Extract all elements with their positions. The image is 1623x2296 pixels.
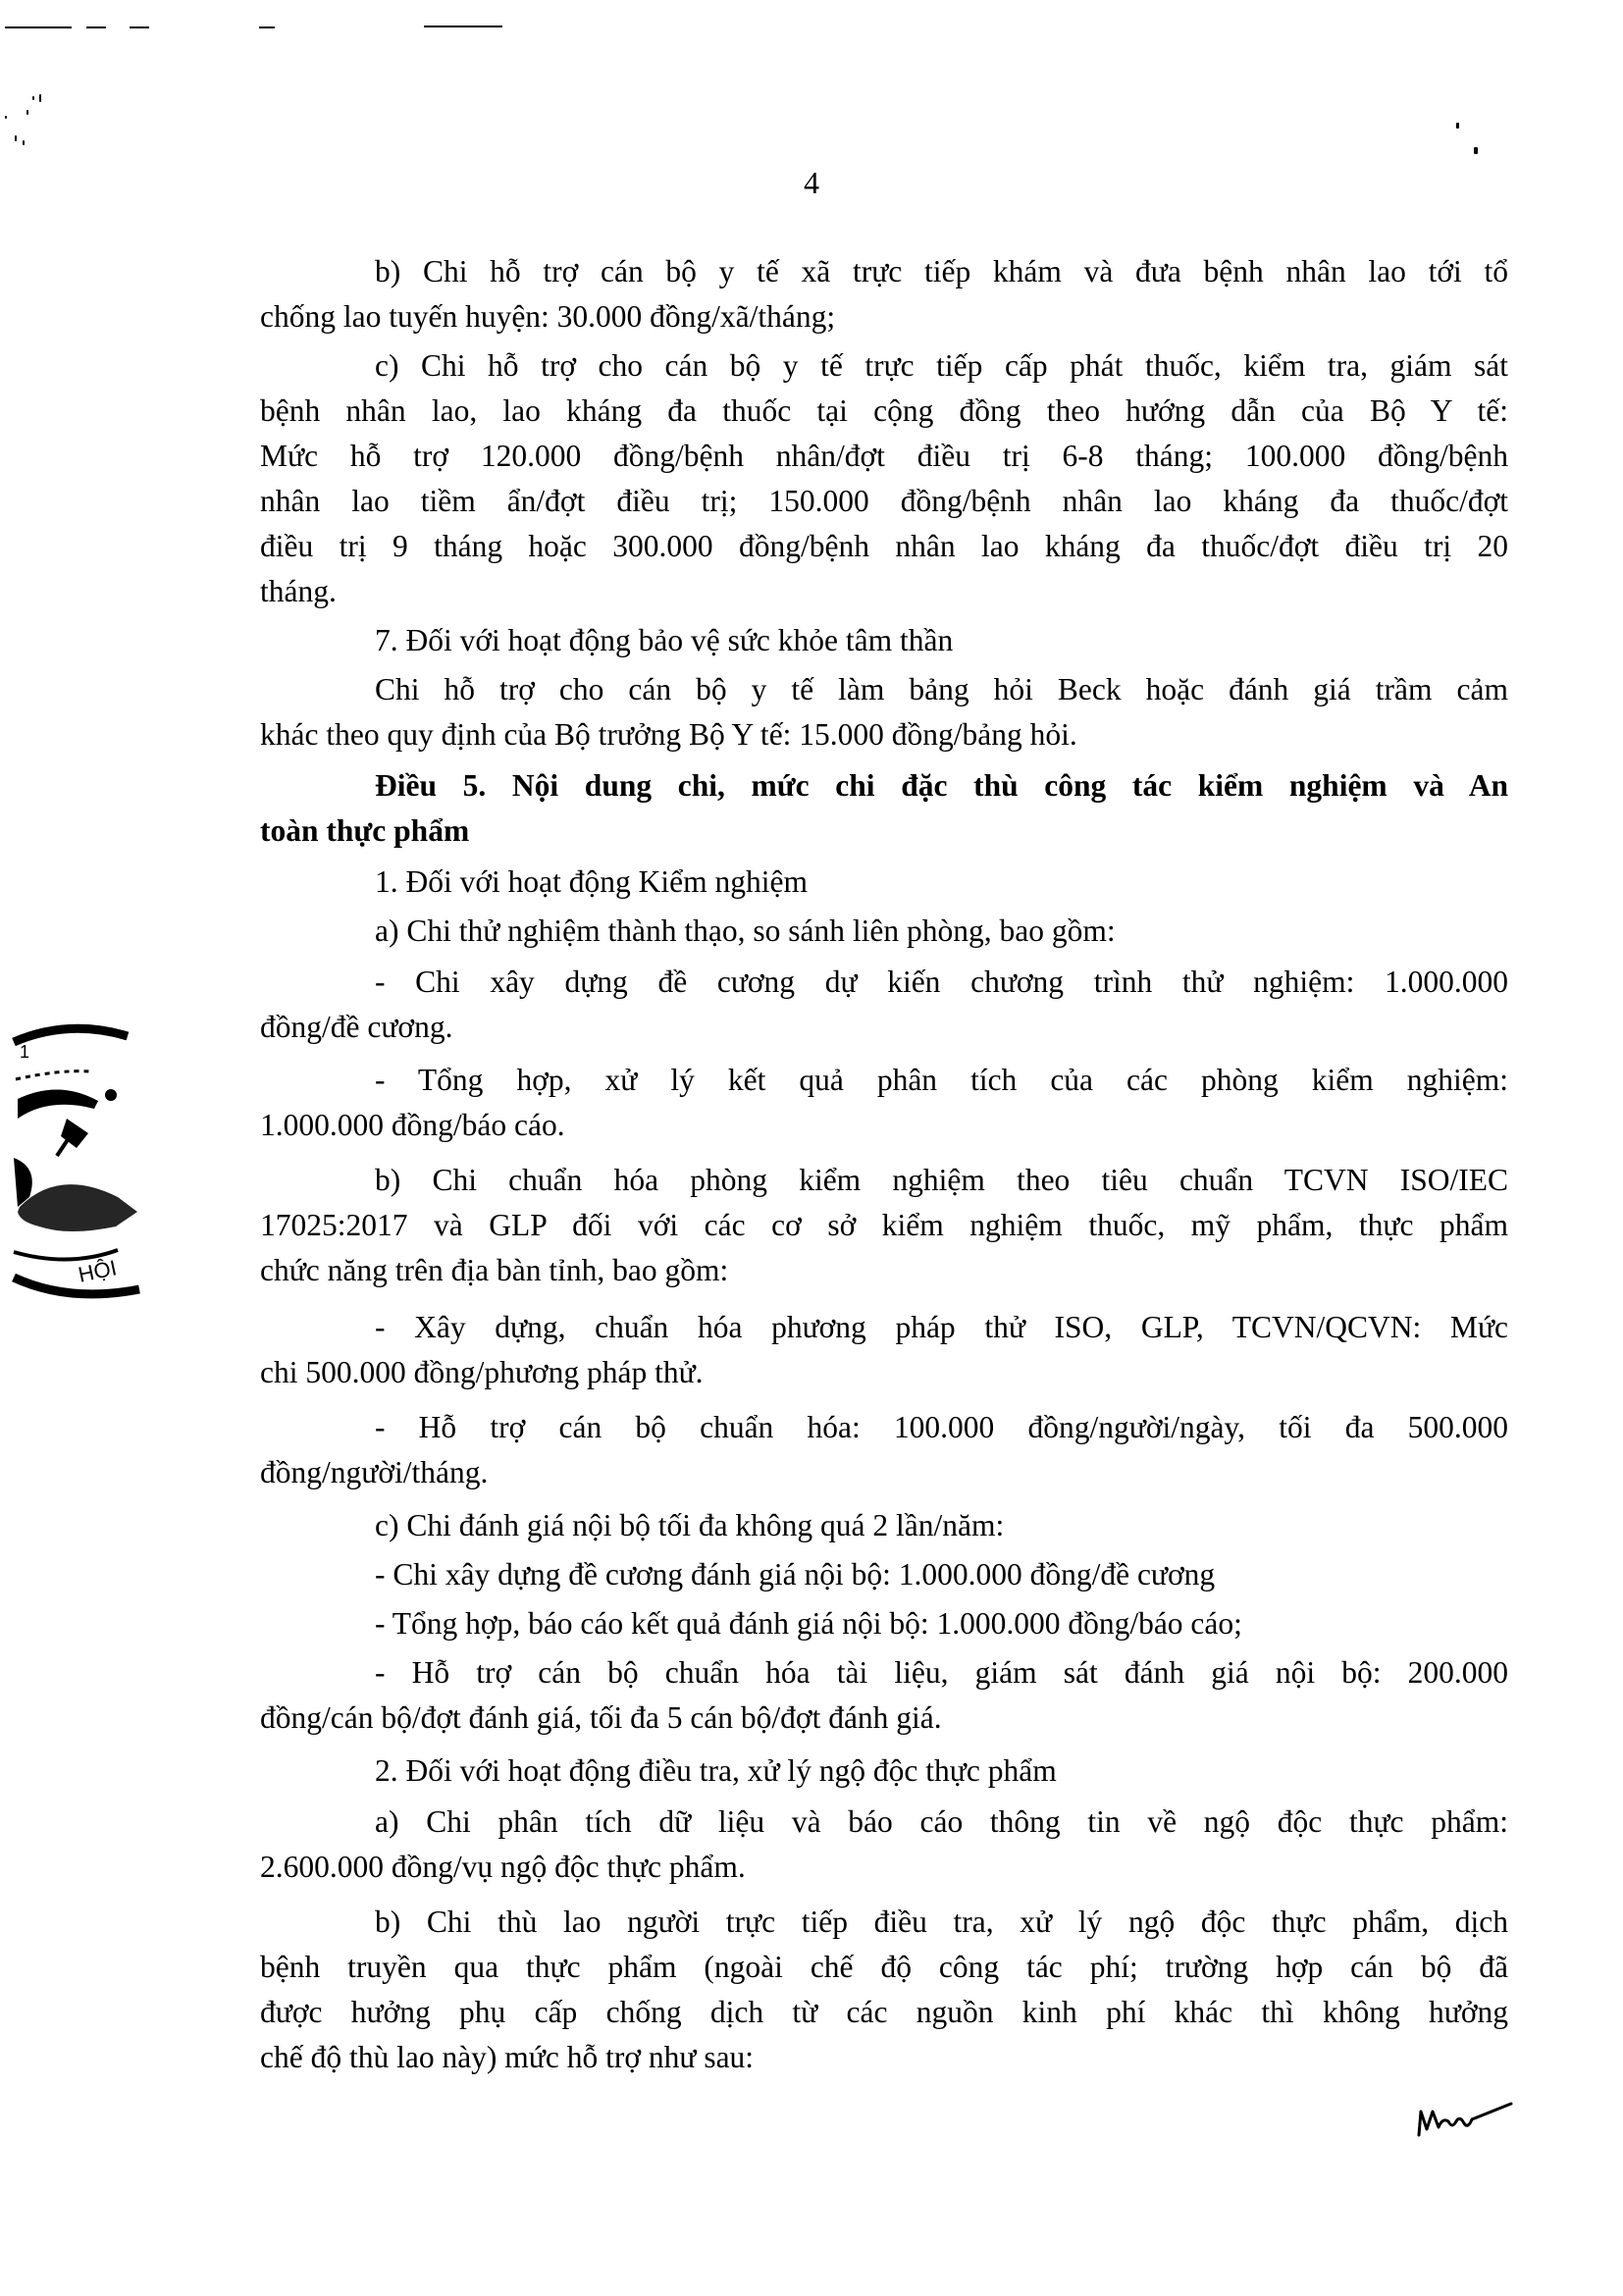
list-item: đồng/người/tháng. (260, 1455, 489, 1489)
list-item: - Xây dựng, chuẩn hóa phương pháp thử ISO, GLP, TCVN/QCVN: Mức (375, 1310, 1508, 1344)
list-item: - Hỗ trợ cán bộ chuẩn hóa: 100.000 đồng/người/ngày, tối đa 500.000 (375, 1410, 1508, 1444)
scan-speck (5, 116, 7, 119)
article-title: Điều 5. Nội dung chi, mức chi đặc thù công tác kiểm nghiệm và An (375, 768, 1508, 803)
article-title: toàn thực phẩm (260, 813, 470, 848)
signature-initials (1413, 2100, 1521, 2139)
paragraph-line: khác theo quy định của Bộ trưởng Bộ Y tế: 15.000 đồng/bảng hỏi. (260, 717, 1077, 752)
list-item: - Chi xây dựng đề cương dự kiến chương trình thử nghiệm: 1.000.000 (375, 965, 1508, 999)
paragraph-line: chống lao tuyến huyện: 30.000 đồng/xã/tháng; (260, 299, 836, 334)
section-heading: 1. Đối với hoạt động Kiểm nghiệm (375, 864, 808, 899)
paragraph-line: bệnh truyền qua thực phẩm (ngoài chế độ công tác phí; trường hợp cán bộ đã (260, 1950, 1508, 1984)
scan-speck (1474, 147, 1478, 154)
section-heading: 2. Đối với hoạt động điều tra, xử lý ngộ độc thực phẩm (375, 1753, 1057, 1788)
page-number: 4 (804, 165, 819, 200)
seal-stamp (0, 1011, 147, 1305)
paragraph-line: a) Chi thử nghiệm thành thạo, so sánh liên phòng, bao gồm: (375, 913, 1116, 948)
paragraph-line: b) Chi chuẩn hóa phòng kiểm nghiệm theo tiêu chuẩn TCVN ISO/IEC (375, 1163, 1508, 1197)
stamp-text: HỘI (76, 1255, 119, 1287)
paragraph-line: điều trị 9 tháng hoặc 300.000 đồng/bệnh nhân lao kháng đa thuốc/đợt điều trị 20 (260, 529, 1508, 563)
scan-artifact-rule (424, 26, 502, 27)
list-item: - Tổng hợp, xử lý kết quả phân tích của các phòng kiểm nghiệm: (375, 1063, 1508, 1097)
list-item: - Hỗ trợ cán bộ chuẩn hóa tài liệu, giám sát đánh giá nội bộ: 200.000 (375, 1655, 1508, 1690)
scan-artifact-rule (37, 26, 70, 28)
list-item: chi 500.000 đồng/phương pháp thử. (260, 1355, 704, 1389)
list-item: - Chi xây dựng đề cương đánh giá nội bộ: 1.000.000 đồng/đề cương (375, 1557, 1216, 1592)
list-item: đồng/đề cương. (260, 1010, 453, 1044)
scan-artifact-rule (130, 26, 149, 28)
scan-speck (1456, 123, 1459, 129)
paragraph-line: b) Chi hỗ trợ cán bộ y tế xã trực tiếp khám và đưa bệnh nhân lao tới tổ (375, 254, 1508, 288)
svg-text:1: 1 (20, 1042, 30, 1062)
paragraph-line: Mức hỗ trợ 120.000 đồng/bệnh nhân/đợt điều trị 6-8 tháng; 100.000 đồng/bệnh (260, 439, 1508, 473)
paragraph-line: chế độ thù lao này) mức hỗ trợ như sau: (260, 2040, 755, 2074)
scan-speck (39, 94, 41, 102)
paragraph-line: b) Chi thù lao người trực tiếp điều tra, xử lý ngộ độc thực phẩm, dịch (375, 1905, 1508, 1939)
scan-speck (26, 110, 28, 115)
paragraph-line: tháng. (260, 574, 337, 608)
list-item: 1.000.000 đồng/báo cáo. (260, 1108, 565, 1142)
paragraph-line: Chi hỗ trợ cho cán bộ y tế làm bảng hỏi Beck hoặc đánh giá trầm cảm (375, 672, 1508, 706)
list-item: đồng/cán bộ/đợt đánh giá, tối đa 5 cán bộ/đợt đánh giá. (260, 1700, 942, 1735)
paragraph-line: nhân lao tiềm ẩn/đợt điều trị; 150.000 đồng/bệnh nhân lao kháng đa thuốc/đợt (260, 484, 1508, 518)
paragraph-line: chức năng trên địa bàn tỉnh, bao gồm: (260, 1253, 729, 1287)
paragraph-line: c) Chi đánh giá nội bộ tối đa không quá 2 lần/năm: (375, 1508, 1005, 1542)
paragraph-line: 17025:2017 và GLP đối với các cơ sở kiểm nghiệm thuốc, mỹ phẩm, thực phẩm (260, 1208, 1508, 1242)
scan-speck (23, 140, 25, 145)
paragraph-line: a) Chi phân tích dữ liệu và báo cáo thông tin về ngộ độc thực phẩm: (375, 1804, 1508, 1839)
scan-speck (15, 135, 17, 141)
scan-speck (32, 96, 34, 100)
scan-artifact-rule (86, 26, 106, 28)
paragraph-line: 2.600.000 đồng/vụ ngộ độc thực phẩm. (260, 1850, 746, 1884)
section-heading: 7. Đối với hoạt động bảo vệ sức khỏe tâm thần (375, 623, 954, 657)
paragraph-line: được hưởng phụ cấp chống dịch từ các nguồn kinh phí khác thì không hưởng (260, 1995, 1508, 2029)
list-item: - Tổng hợp, báo cáo kết quả đánh giá nội bộ: 1.000.000 đồng/báo cáo; (375, 1606, 1242, 1641)
paragraph-line: c) Chi hỗ trợ cho cán bộ y tế trực tiếp cấp phát thuốc, kiểm tra, giám sát (375, 348, 1508, 383)
scan-artifact-rule (259, 26, 275, 28)
paragraph-line: bệnh nhân lao, lao kháng đa thuốc tại cộng đồng theo hướng dẫn của Bộ Y tế: (260, 393, 1508, 428)
